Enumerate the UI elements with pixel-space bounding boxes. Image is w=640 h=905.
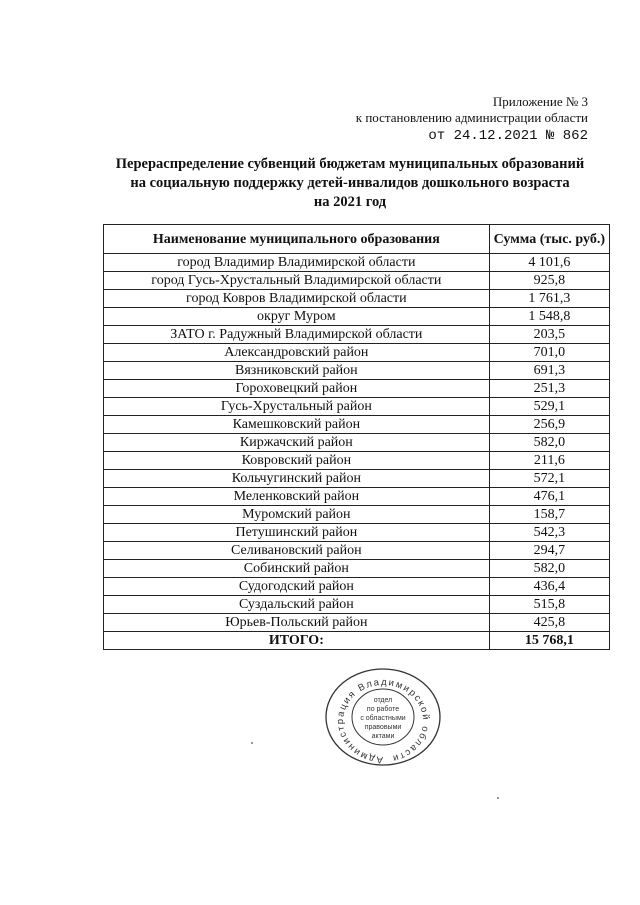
column-header-amount: Сумма (тыс. руб.) bbox=[489, 225, 609, 254]
municipality-name-cell: округ Муром bbox=[104, 308, 490, 326]
municipality-name-cell: Юрьев-Польский район bbox=[104, 614, 490, 632]
appendix-number: Приложение № 3 bbox=[492, 94, 588, 109]
municipality-name-cell: Вязниковский район bbox=[104, 362, 490, 380]
table-row bbox=[104, 488, 610, 506]
table-body bbox=[104, 254, 610, 632]
table-row bbox=[104, 362, 610, 380]
amount-cell: 294,7 bbox=[489, 542, 609, 560]
table-row bbox=[104, 524, 610, 542]
amount-cell: 256,9 bbox=[489, 416, 609, 434]
amount-cell: 542,3 bbox=[489, 524, 609, 542]
amount-cell: 691,3 bbox=[489, 362, 609, 380]
appendix-reference: к постановлению администрации области bbox=[355, 110, 588, 125]
municipality-name-cell: Киржачский район bbox=[104, 434, 490, 452]
seal-center-line: по работе bbox=[366, 706, 400, 713]
amount-cell: 1 761,3 bbox=[489, 290, 609, 308]
table-row bbox=[104, 416, 610, 434]
table-row bbox=[104, 380, 610, 398]
table-row bbox=[104, 272, 610, 290]
seal-center-line: правовыми bbox=[364, 724, 402, 731]
municipality-name-cell: ЗАТО г. Радужный Владимирской области bbox=[104, 326, 490, 344]
amount-cell: 476,1 bbox=[489, 488, 609, 506]
appendix-header bbox=[356, 94, 588, 144]
table-header-row bbox=[104, 225, 610, 254]
title-line-2: на социальную поддержку детей-инвалидов дошкольного возраста bbox=[130, 175, 570, 191]
document-title bbox=[90, 155, 610, 212]
table-row bbox=[104, 308, 610, 326]
amount-cell: 515,8 bbox=[489, 596, 609, 614]
seal-center-line: с областными bbox=[360, 715, 406, 722]
amount-cell: 4 101,6 bbox=[489, 254, 609, 272]
table-row bbox=[104, 254, 610, 272]
amount-cell: 425,8 bbox=[489, 614, 609, 632]
municipality-name-cell: Гусь-Хрустальный район bbox=[104, 398, 490, 416]
amount-cell: 211,6 bbox=[489, 452, 609, 470]
table-row bbox=[104, 434, 610, 452]
amount-cell: 582,0 bbox=[489, 560, 609, 578]
table-row bbox=[104, 560, 610, 578]
appendix-date-number: от 24.12.2021 № 862 bbox=[428, 128, 588, 144]
seal-center-line: отдел bbox=[373, 697, 393, 704]
seal-graphic bbox=[323, 666, 443, 768]
amount-cell: 572,1 bbox=[489, 470, 609, 488]
table-row bbox=[104, 398, 610, 416]
amount-cell: 436,4 bbox=[489, 578, 609, 596]
table-row bbox=[104, 344, 610, 362]
municipality-name-cell: Судогодский район bbox=[104, 578, 490, 596]
table-row bbox=[104, 290, 610, 308]
amount-cell: 529,1 bbox=[489, 398, 609, 416]
municipality-name-cell: Меленковский район bbox=[104, 488, 490, 506]
amount-cell: 251,3 bbox=[489, 380, 609, 398]
municipality-name-cell: город Ковров Владимирской области bbox=[104, 290, 490, 308]
seal-center-text bbox=[360, 697, 405, 740]
total-amount: 15 768,1 bbox=[489, 632, 609, 650]
amount-cell: 925,8 bbox=[489, 272, 609, 290]
municipality-name-cell: Муромский район bbox=[104, 506, 490, 524]
municipality-name-cell: Камешковский район bbox=[104, 416, 490, 434]
seal-center-line: актами bbox=[371, 733, 395, 740]
amount-cell: 203,5 bbox=[489, 326, 609, 344]
municipality-name-cell: Ковровский район bbox=[104, 452, 490, 470]
amount-cell: 1 548,8 bbox=[489, 308, 609, 326]
municipality-name-cell: Суздальский район bbox=[104, 596, 490, 614]
title-line-3: на 2021 год bbox=[313, 194, 387, 210]
municipality-name-cell: Гороховецкий район bbox=[104, 380, 490, 398]
scan-speck bbox=[251, 742, 253, 744]
amount-cell: 158,7 bbox=[489, 506, 609, 524]
municipality-name-cell: Александровский район bbox=[104, 344, 490, 362]
table-row bbox=[104, 542, 610, 560]
municipality-name-cell: Кольчугинский район bbox=[104, 470, 490, 488]
table-row bbox=[104, 326, 610, 344]
table-row bbox=[104, 506, 610, 524]
amount-cell: 582,0 bbox=[489, 434, 609, 452]
table-row bbox=[104, 614, 610, 632]
table-row bbox=[104, 470, 610, 488]
municipality-name-cell: город Владимир Владимирской области bbox=[104, 254, 490, 272]
column-header-name: Наименование муниципального образования bbox=[104, 225, 490, 254]
subsidy-table bbox=[103, 224, 610, 650]
municipality-name-cell: город Гусь-Хрустальный Владимирской области bbox=[104, 272, 490, 290]
table-row bbox=[104, 578, 610, 596]
official-seal bbox=[323, 666, 443, 768]
scan-speck bbox=[497, 797, 499, 799]
amount-cell: 701,0 bbox=[489, 344, 609, 362]
table-row bbox=[104, 596, 610, 614]
municipality-name-cell: Собинский район bbox=[104, 560, 490, 578]
municipality-name-cell: Селивановский район bbox=[104, 542, 490, 560]
total-row bbox=[104, 632, 610, 650]
table-row bbox=[104, 452, 610, 470]
title-line-1: Перераспределение субвенций бюджетам муниципальных образований bbox=[115, 156, 585, 172]
municipality-name-cell: Петушинский район bbox=[104, 524, 490, 542]
seal-ring-text: Администрация Владимирской области bbox=[335, 676, 432, 766]
total-label: ИТОГО: bbox=[104, 632, 490, 650]
